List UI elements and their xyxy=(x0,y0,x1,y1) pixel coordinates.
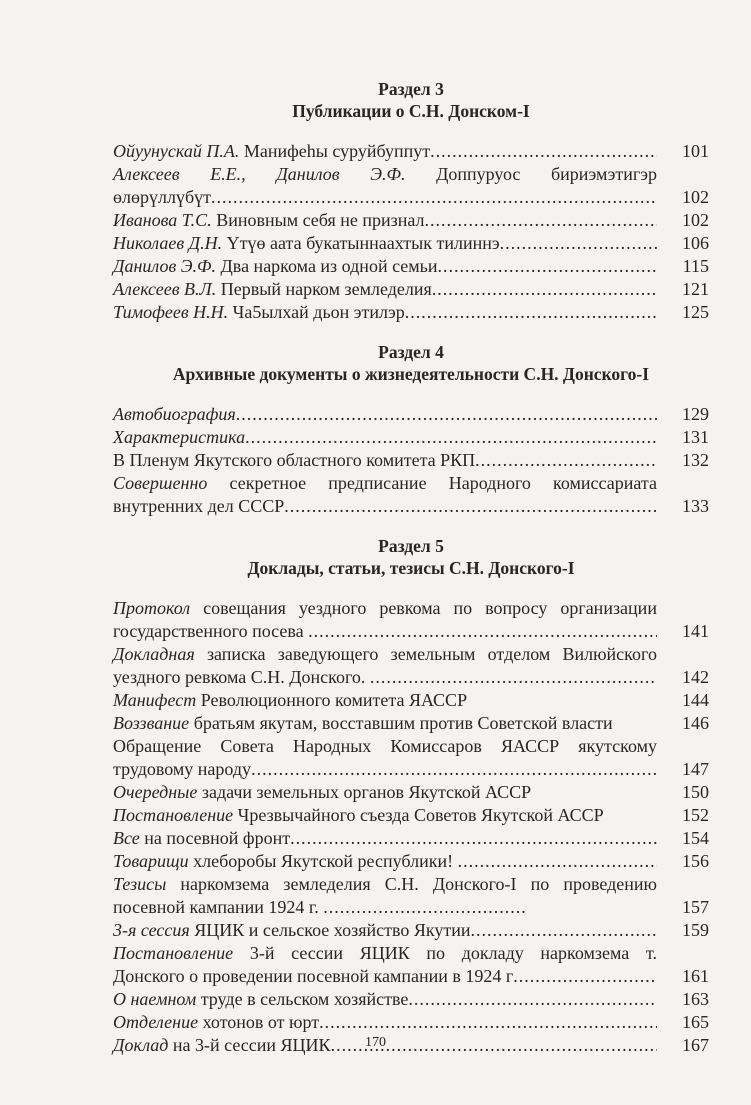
entry-title-word: наркомзема xyxy=(540,943,630,963)
entry-author: Доклад xyxy=(113,1035,169,1055)
entry-author: Иванова Т.С. xyxy=(113,210,212,230)
toc-entry[interactable] xyxy=(113,163,709,209)
toc-entry[interactable] xyxy=(113,689,709,712)
entry-author-word: Е.Е., xyxy=(210,164,246,184)
entry-title-word: С.Н. xyxy=(384,874,419,894)
entry-author: Автобиография xyxy=(113,404,236,424)
page-ref: 163 xyxy=(682,989,709,1009)
entry-title-word: по xyxy=(426,943,446,963)
entry-title-word: земледелия xyxy=(283,874,371,894)
section-title: Архивные документы о жизнедеятельности С.Н. Донского-I xyxy=(172,364,650,384)
entry-line xyxy=(113,689,709,712)
entry-title-word: заведующего xyxy=(277,644,379,664)
page-ref: 156 xyxy=(682,851,709,871)
entry-line xyxy=(113,278,709,301)
entry-line xyxy=(113,919,709,942)
toc-entry[interactable] xyxy=(113,942,709,988)
entry-title: Манифеһы суруйбуппут xyxy=(239,141,431,161)
entry-line xyxy=(113,495,709,518)
toc-entry[interactable] xyxy=(113,804,709,827)
entry-line xyxy=(113,896,709,919)
entry-title: Үтүө аата букатыннаахтык тилиннэ xyxy=(222,233,500,253)
entry-author: Николаев Д.Н. xyxy=(113,233,223,253)
entry-title: государственного посева xyxy=(113,621,309,641)
section-heading xyxy=(113,341,709,385)
entry-line xyxy=(113,781,709,804)
page-ref: 142 xyxy=(682,667,709,687)
toc-entry[interactable] xyxy=(113,919,709,942)
entry-line xyxy=(113,403,709,426)
entry-title: Донского о проведении посевной кампании в 1924 г xyxy=(113,966,514,986)
entry-title: внутренних дел СССР xyxy=(113,496,285,516)
page-ref: 133 xyxy=(682,496,709,516)
page-ref: 159 xyxy=(682,920,709,940)
entry-line xyxy=(113,163,709,186)
toc-entry[interactable] xyxy=(113,850,709,873)
entry-title-word: секретное xyxy=(229,473,307,493)
page-ref: 141 xyxy=(682,621,709,641)
entry-title: посевной кампании 1924 г. xyxy=(113,897,324,917)
entry-title: Ча5ылхай дьон этилэр xyxy=(228,302,405,322)
entry-title-word: ЯЦИК xyxy=(359,943,410,963)
page-ref: 161 xyxy=(682,966,709,986)
toc-entry[interactable] xyxy=(113,781,709,804)
entry-author-word: Алексеев xyxy=(113,164,180,184)
entry-title-word: якутскому xyxy=(578,736,657,756)
toc-section xyxy=(113,341,709,518)
entry-author: Товарищи xyxy=(113,851,189,871)
page-ref: 157 xyxy=(682,897,709,917)
entry-title-word: ревкома xyxy=(379,598,441,618)
section-heading xyxy=(113,78,709,122)
section-title: Доклады, статьи, тезисы С.Н. Донского-I xyxy=(247,558,575,578)
entry-line xyxy=(113,827,709,850)
entry-title-word: организации xyxy=(560,598,657,618)
toc-entry[interactable] xyxy=(113,301,709,324)
entry-author: О наемном xyxy=(113,989,197,1009)
entry-title: В Пленум Якутского областного комитета РКП xyxy=(113,450,476,470)
page-ref: 154 xyxy=(682,828,709,848)
entry-author: Воззвание xyxy=(113,713,190,733)
dot-leader xyxy=(211,186,657,209)
entry-line xyxy=(113,804,709,827)
entry-title-word: Народного xyxy=(448,473,531,493)
entry-line xyxy=(113,965,709,988)
entry-line xyxy=(113,255,709,278)
entry-title: Первый нарком земледелия xyxy=(216,279,432,299)
entry-line xyxy=(113,426,709,449)
entry-line xyxy=(113,301,709,324)
entry-author-word: Э.Ф. xyxy=(370,164,406,184)
entry-author: Данилов Э.Ф. xyxy=(113,256,217,276)
dot-leader xyxy=(425,209,657,232)
section-heading xyxy=(113,535,709,579)
entry-title-word: т. xyxy=(645,943,657,963)
entry-title: братьям якутам, восставшим против Советской власти xyxy=(189,713,613,733)
toc-entry[interactable] xyxy=(113,1011,709,1034)
page-ref: 165 xyxy=(682,1012,709,1032)
toc-entry[interactable] xyxy=(113,988,709,1011)
entry-author: Все xyxy=(113,828,140,848)
page-ref: 115 xyxy=(682,256,709,276)
entry-title-word: комиссариата xyxy=(553,473,657,493)
toc-section xyxy=(113,78,709,324)
entry-title: на посевной фронт xyxy=(139,828,291,848)
entry-line xyxy=(113,873,709,896)
dot-leader xyxy=(245,426,657,449)
entry-title: Революционного комитета ЯАССР xyxy=(196,690,468,710)
dot-leader xyxy=(432,278,657,301)
dot-leader xyxy=(458,850,657,873)
entry-author-word: Данилов xyxy=(276,164,340,184)
entry-title-word: предписание xyxy=(328,473,427,493)
entry-author: Очередные xyxy=(113,782,198,802)
entry-title-word: совещания xyxy=(203,598,286,618)
entry-title: трудовому народу xyxy=(113,759,252,779)
dot-leader xyxy=(323,896,528,919)
entry-line xyxy=(113,597,709,620)
entry-title: ЯЦИК и сельское хозяйство Якутии xyxy=(189,920,471,940)
entry-author: Постановление xyxy=(113,805,234,825)
entry-author-word: Протокол xyxy=(113,598,191,618)
entry-title-word: Донского-I xyxy=(432,874,517,894)
page-ref: 131 xyxy=(682,427,709,447)
dot-leader xyxy=(405,301,657,324)
entry-line xyxy=(113,232,709,255)
entry-author: 3-я сессия xyxy=(113,920,190,940)
entry-title: хлеборобы Якутской республики! xyxy=(188,851,458,871)
page-ref: 132 xyxy=(682,450,709,470)
page-ref: 102 xyxy=(682,187,709,207)
page-ref: 106 xyxy=(682,233,709,253)
dot-leader xyxy=(290,827,657,850)
entry-author: Отделение xyxy=(113,1012,199,1032)
dot-leader xyxy=(408,988,657,1011)
entry-title-word: проведению xyxy=(563,874,657,894)
toc-entry[interactable] xyxy=(113,643,709,689)
entry-title-word: Вилюйского xyxy=(562,644,657,664)
entry-author-word: Постановление xyxy=(113,943,234,963)
entry-line xyxy=(113,140,709,163)
section-title: Публикации о С.Н. Донском-I xyxy=(292,101,530,121)
entry-title-word: ЯАССР xyxy=(501,736,560,756)
entry-title-word: по xyxy=(453,598,473,618)
dot-leader xyxy=(513,965,657,988)
dot-leader xyxy=(438,255,657,278)
entry-title: задачи земельных органов Якутской АССР xyxy=(197,782,532,802)
entry-title-word: Комиссаров xyxy=(390,736,482,756)
entry-title-word: сессии xyxy=(291,943,344,963)
entry-title-word: 3-й xyxy=(249,943,275,963)
entry-line xyxy=(113,449,709,472)
entry-title-word: отделом xyxy=(487,644,551,664)
section-label: Раздел 4 xyxy=(378,342,444,362)
entry-title-word: по xyxy=(530,874,550,894)
entry-line xyxy=(113,620,709,643)
entry-line xyxy=(113,758,709,781)
page-ref: 147 xyxy=(682,759,709,779)
entry-title: хотонов от юрт xyxy=(198,1012,320,1032)
entry-title: труде в сельском хозяйстве xyxy=(196,989,409,1009)
entry-title: на 3-й сессии ЯЦИК xyxy=(168,1035,331,1055)
section-label: Раздел 3 xyxy=(378,79,444,99)
entry-author-word: Тезисы xyxy=(113,874,167,894)
dot-leader xyxy=(475,449,657,472)
page-ref: 152 xyxy=(682,805,709,825)
entry-title-word: Народных xyxy=(292,736,372,756)
toc-entry[interactable] xyxy=(113,209,709,232)
toc-entry[interactable] xyxy=(113,140,709,163)
toc-entry[interactable] xyxy=(113,735,709,781)
toc-entry[interactable] xyxy=(113,232,709,255)
entry-title-word: земельным xyxy=(390,644,476,664)
dot-leader xyxy=(430,140,657,163)
page-number: 170 xyxy=(365,1035,386,1050)
page-ref: 129 xyxy=(682,404,709,424)
toc-entry[interactable] xyxy=(113,712,709,735)
entry-author: Ойуунускай П.А. xyxy=(113,141,240,161)
page-ref: 150 xyxy=(682,782,709,802)
page-ref: 167 xyxy=(682,1035,709,1055)
entry-author: Тимофеев Н.Н. xyxy=(113,302,229,322)
entry-title-word: Обращение xyxy=(113,736,202,756)
entry-line xyxy=(113,988,709,1011)
page-ref: 101 xyxy=(682,141,709,161)
entry-author: Характеристика xyxy=(113,427,246,447)
entry-line xyxy=(113,472,709,495)
dot-leader xyxy=(370,666,657,689)
entry-title-word: Доппуруос xyxy=(436,164,521,184)
page-ref: 144 xyxy=(682,690,709,710)
toc-entry[interactable] xyxy=(113,827,709,850)
entry-title-word: вопросу xyxy=(485,598,548,618)
entry-title-word: Совета xyxy=(220,736,274,756)
toc-entry[interactable] xyxy=(113,873,709,919)
entry-line xyxy=(113,186,709,209)
toc-entry[interactable] xyxy=(113,278,709,301)
entry-author: Алексеев В.Л. xyxy=(113,279,217,299)
section-label: Раздел 5 xyxy=(378,536,444,556)
toc-entry[interactable] xyxy=(113,472,709,518)
dot-leader xyxy=(470,919,657,942)
page-ref: 146 xyxy=(682,713,709,733)
entry-author-word: Докладная xyxy=(113,644,195,664)
toc-entry[interactable] xyxy=(113,255,709,278)
entry-line xyxy=(113,643,709,666)
toc-entry[interactable] xyxy=(113,597,709,643)
entry-line xyxy=(113,942,709,965)
entry-title: Чрезвычайного съезда Советов Якутской АССР xyxy=(233,805,604,825)
entry-author: Манифест xyxy=(113,690,197,710)
toc-entry[interactable] xyxy=(113,403,709,426)
dot-leader xyxy=(319,1011,657,1034)
entry-title-word: уездного xyxy=(298,598,367,618)
dot-leader xyxy=(251,758,657,781)
entry-line xyxy=(113,1011,709,1034)
entry-title-word: докладу xyxy=(461,943,524,963)
entry-line xyxy=(113,712,709,735)
page-ref: 125 xyxy=(682,302,709,322)
page-ref: 121 xyxy=(682,279,709,299)
dot-leader xyxy=(284,495,657,518)
entry-line xyxy=(113,850,709,873)
entry-title: Виновным себя не признал xyxy=(211,210,425,230)
dot-leader xyxy=(500,232,657,255)
entry-author-word: Совершенно xyxy=(113,473,208,493)
entry-line xyxy=(113,209,709,232)
entry-title: Два наркома из одной семьи xyxy=(216,256,438,276)
dot-leader xyxy=(308,620,657,643)
entry-title: уездного ревкома С.Н. Донского. xyxy=(113,667,370,687)
dot-leader xyxy=(236,403,657,426)
entry-line xyxy=(113,666,709,689)
page-ref: 102 xyxy=(682,210,709,230)
entry-line xyxy=(113,735,709,758)
entry-title: өлөрүллүбүт xyxy=(113,187,211,207)
table-of-contents xyxy=(113,78,709,1074)
entry-title-word: записка xyxy=(206,644,266,664)
toc-entry[interactable] xyxy=(113,426,709,449)
entry-title-word: бириэмэтигэр xyxy=(551,164,657,184)
entry-title-word: наркомзема xyxy=(180,874,270,894)
toc-section xyxy=(113,535,709,1057)
toc-entry[interactable] xyxy=(113,449,709,472)
